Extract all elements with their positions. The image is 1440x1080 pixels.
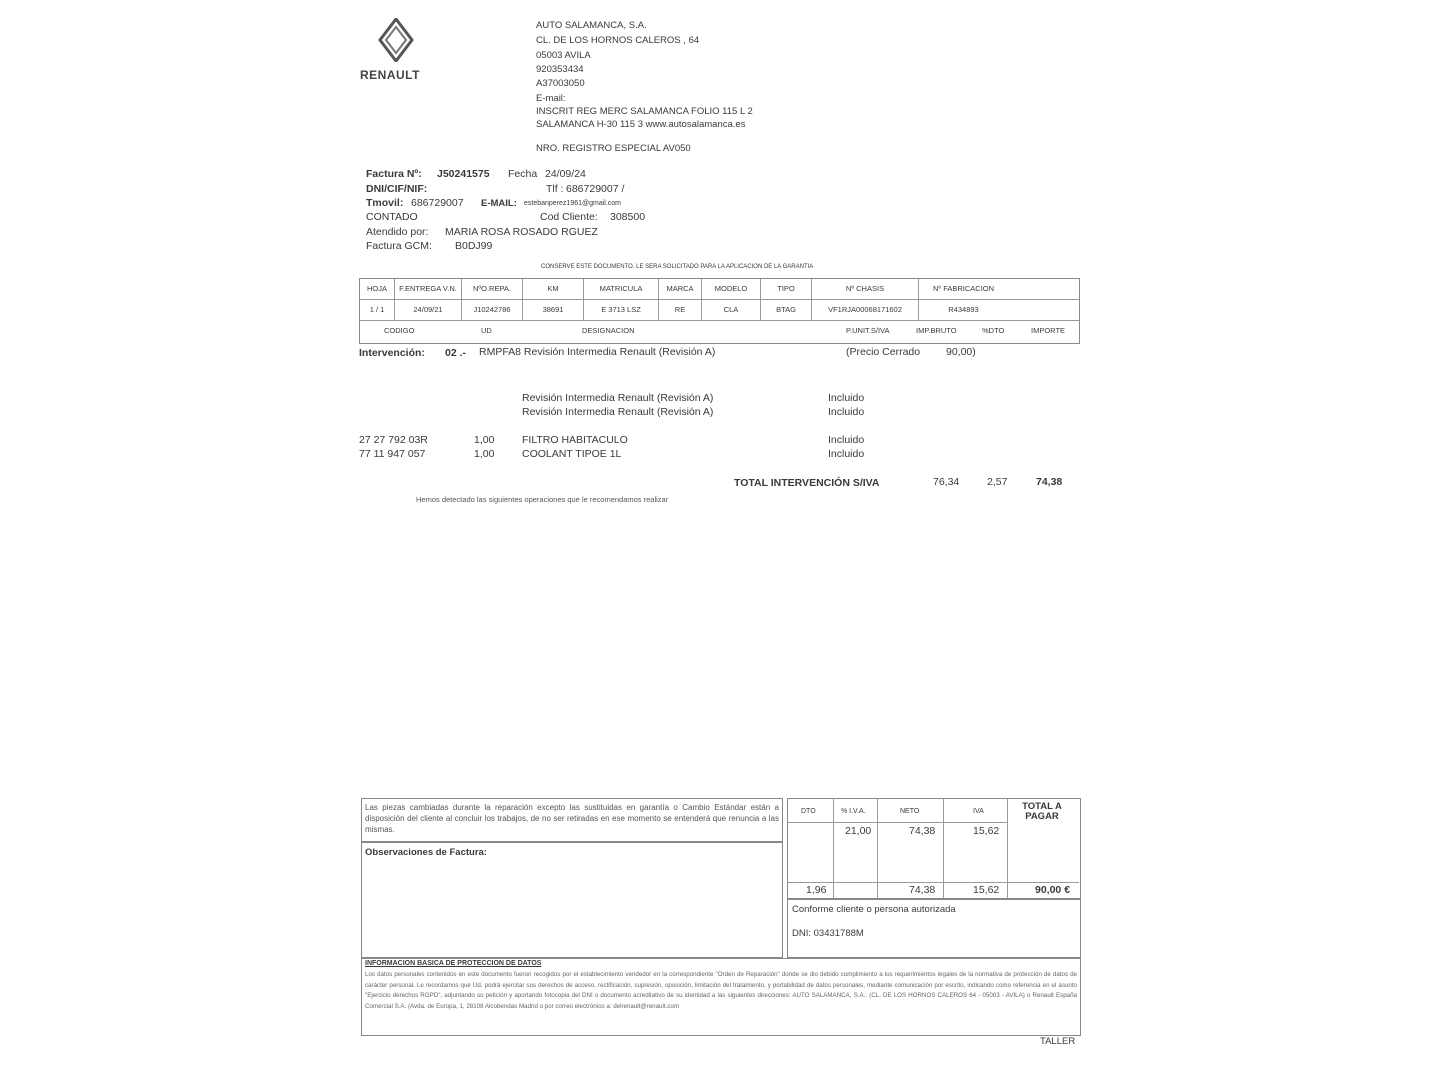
proteccion-text: Los datos personales contenidos en este documento fueron recogidos por el establecimiento vendedor en la correspondiente "Orden de Reparación" donde se dio debido cumplimiento a los requerimientos legales de la normativa de protección de datos de carácter personal. Le recordamos que Ud. podrá ejercitar sus derechos de acceso, rectificación, supresión, oposición, limitación del tratamiento, y portabilidad de datos personales, mediante comunicación por escrito, indicando como referencia en el asunto "Ejercicio derechos RGPD", adjuntando su petición y aportando fotocopia del DNI o documento acreditativo de su identidad a las siguientes direcciones: AUTO SALAMANCA, S.A.: (CL. DE LOS HORNOS CALEROS 64 - 05003 - AVILA) o Renault España Comercial S.A. (Avda. de Europa, 1, 28108 Alcobendas Madrid o por correo electrónico a: delrenault@renault.com [365, 971, 1077, 1010]
bottom-summary [361, 798, 1081, 1038]
row2-neto: 74,38 [909, 884, 936, 896]
line-code: 27 27 792 03R [359, 434, 428, 446]
atendido-label: Atendido por: [366, 226, 429, 238]
vehicle-value-cell: E 3713 LSZ [584, 300, 659, 320]
col-importe: IMPORTE [1031, 326, 1066, 335]
vehicle-header-cell: KM [523, 279, 584, 299]
row2-dto: 1,96 [806, 884, 827, 896]
line-columns-row [360, 321, 1079, 341]
line-code: 77 11 947 057 [359, 448, 426, 460]
fecha-label: Fecha [508, 168, 538, 180]
footer-tag: TALLER [1040, 1036, 1076, 1047]
intervention-label: Intervención: [359, 347, 425, 359]
total-importe: 74,38 [1036, 476, 1063, 488]
vehicle-value-cell: CLA [702, 300, 761, 320]
line-status: Incluido [828, 434, 865, 446]
vehicle-value-cell: RE [659, 300, 702, 320]
vehicle-header-cell: NºO.REPA. [462, 279, 523, 299]
vehicle-value-cell: R434893 [948, 305, 979, 314]
vehicle-header-cell: MARCA [659, 279, 702, 299]
vehicle-table [359, 278, 1080, 344]
total-bruto: 76,34 [933, 476, 960, 488]
vehicle-value-cell: BTAG [761, 300, 812, 320]
row1-neto: 74,38 [909, 825, 936, 837]
vehicle-header-cell: TIPO [761, 279, 812, 299]
row1-iva: 15,62 [973, 825, 1000, 837]
company-line: INSCRIT REG MERC SALAMANCA FOLIO 115 L 2 [536, 106, 753, 117]
line-desc: FILTRO HABITACULO [522, 434, 628, 446]
col-codigo: CODIGO [384, 326, 415, 335]
vehicle-value-cell: 38691 [523, 300, 584, 320]
observaciones-label: Observaciones de Factura: [365, 847, 487, 858]
company-line: SALAMANCA H-30 115 3 www.autosalamanca.es [536, 119, 746, 130]
piezas-note: Las piezas cambiadas durante la reparación excepto las sustituidas en garantía o Cambio Estándar están a disposición del cliente al concluir los trabajos, de no ser retiradas en ese momento se entenderá que renuncia a las mismas. [365, 803, 779, 834]
tlf-label: Tlf : [546, 183, 564, 195]
vehicle-value-row [360, 300, 1079, 321]
company-line: A37003050 [536, 78, 585, 89]
col-dto: %DTO [982, 326, 1005, 335]
row2-iva: 15,62 [973, 884, 1000, 896]
vehicle-header-cell: Nº FABRICACION [932, 284, 995, 293]
conforme-label: Conforme cliente o persona autorizada [792, 904, 956, 915]
factura-label: Factura Nº: [366, 168, 422, 180]
observaciones-box [361, 842, 783, 958]
line-qty: 1,00 [474, 434, 495, 446]
factura-gcm-label: Factura GCM: [366, 240, 432, 252]
line-desc: COOLANT TIPOE 1L [522, 448, 622, 460]
dni-line: DNI: 03431788M [792, 928, 864, 939]
line-desc: Revisión Intermedia Renault (Revisión A) [522, 392, 714, 404]
registro-especial: NRO. REGISTRO ESPECIAL AV050 [536, 143, 691, 154]
line-status: Incluido [828, 448, 865, 460]
row1-iva-pct: 21,00 [845, 825, 872, 837]
vehicle-value-cell: J10242786 [462, 300, 523, 320]
totals-header-neto: NETO [900, 808, 920, 815]
company-line: CL. DE LOS HORNOS CALEROS , 64 [536, 35, 700, 46]
factura-number: J50241575 [437, 168, 490, 180]
tmovil-label: Tmovil: [366, 197, 404, 209]
vehicle-header-row [360, 279, 1079, 300]
total-intervencion-label: TOTAL INTERVENCIÓN S/IVA [734, 477, 880, 489]
vehicle-header-cell: HOJA [360, 279, 395, 299]
col-ud: UD [481, 326, 492, 335]
factura-gcm-value: B0DJ99 [455, 240, 493, 252]
precio-cerrado-value: 90,00) [946, 346, 976, 358]
col-impbruto: IMP.BRUTO [916, 326, 957, 335]
company-line: 920353434 [536, 64, 584, 75]
line-status: Incluido [828, 392, 865, 404]
recommend-note: Hemos detectado las siguientes operaciones que le recomendamos realizar [416, 495, 669, 504]
line-qty: 1,00 [474, 448, 495, 460]
company-line: 05003 AVILA [536, 50, 591, 61]
company-line: E-mail: [536, 93, 566, 104]
atendido-value: MARIA ROSA ROSADO RGUEZ [445, 226, 598, 238]
dni-label: DNI/CIF/NIF: [366, 183, 428, 195]
conserve-note: CONSERVE ESTE DOCUMENTO. LE SERA SOLICITADO PARA LA APLICACION DE LA GARANTIA [541, 264, 814, 270]
vehicle-header-cell: F.ENTREGA V.N. [395, 279, 462, 299]
line-desc: Revisión Intermedia Renault (Revisión A) [522, 406, 714, 418]
fecha-value: 24/09/24 [545, 168, 586, 180]
tlf-value: 686729007 / [566, 183, 625, 195]
vehicle-value-cell: 1 / 1 [360, 300, 395, 320]
renault-diamond-icon [378, 18, 414, 62]
totals-header-dto: DTO [801, 808, 816, 815]
totals-header-iva-pct: % I.V.A. [841, 808, 866, 815]
precio-cerrado-label: (Precio Cerrado [846, 346, 921, 358]
contado: CONTADO [366, 211, 418, 223]
brand-name: RENAULT [360, 68, 420, 82]
line-status: Incluido [828, 406, 865, 418]
cod-cliente-value: 308500 [610, 211, 646, 223]
intervention-description: RMPFA8 Revisión Intermedia Renault (Revisión A) [479, 346, 716, 358]
email-value: estebanperez1961@gmail.com [524, 200, 621, 207]
tmovil-value: 686729007 [411, 197, 464, 209]
totals-header-iva: IVA [973, 808, 984, 815]
total-dto: 2,57 [987, 476, 1008, 488]
company-line: AUTO SALAMANCA, S.A. [536, 20, 647, 31]
email-label: E-MAIL: [481, 198, 517, 209]
col-designacion: DESIGNACION [582, 326, 635, 335]
renault-logo [358, 18, 438, 84]
row2-total: 90,00 € [1035, 884, 1071, 896]
vehicle-value-cell: 24/09/21 [395, 300, 462, 320]
cod-cliente-label: Cod Cliente: [540, 211, 598, 223]
intervention-number: 02 .- [445, 347, 467, 359]
vehicle-header-cell: MODELO [702, 279, 761, 299]
totals-header-total: TOTAL A PAGAR [1022, 801, 1062, 822]
vehicle-header-cell: Nº CHASIS [812, 279, 919, 299]
vehicle-value-cell: VF1RJA00068171602 [812, 300, 919, 320]
proteccion-title: INFORMACION BASICA DE PROTECCION DE DATOS [365, 960, 542, 967]
col-punit: P.UNIT.S/IVA [846, 326, 890, 335]
vehicle-header-cell: MATRICULA [584, 279, 659, 299]
